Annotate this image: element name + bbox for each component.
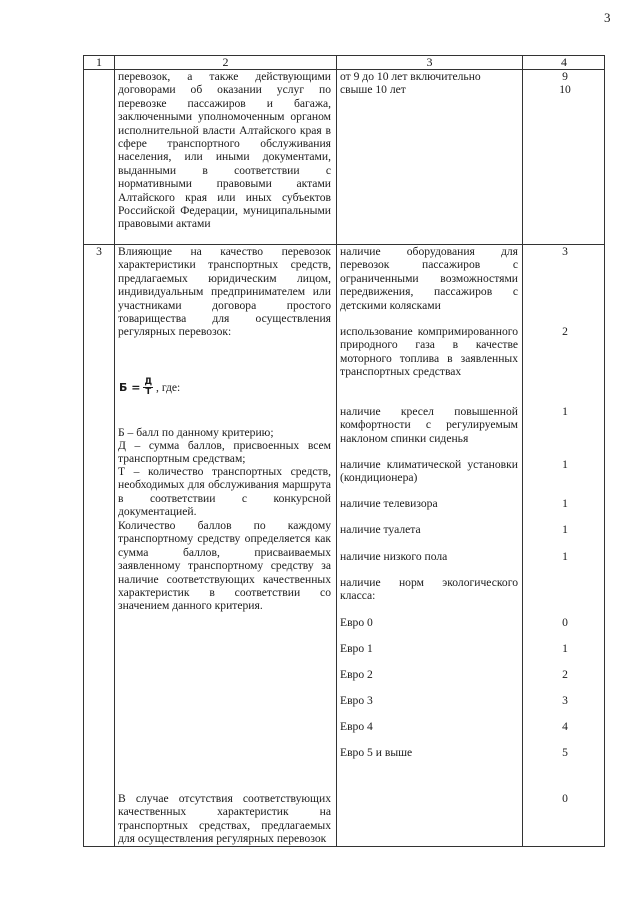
criterion-euro-2: Евро 2 bbox=[340, 668, 373, 681]
criterion-air-conditioning: наличие климатической установки (кондиционера) bbox=[340, 458, 518, 485]
header-col-1: 1 bbox=[96, 55, 102, 69]
formula-legend-d: Д – сумма баллов, присвоенных всем транспортным средствам; bbox=[118, 439, 331, 466]
description-intro: Влияющие на качество перевозок характеристики транспортных средств, предлагаемых юридическим лицом, индивидуальным предпринимателем или участниками договора простого товарищества для осуществления регулярных перевозок: bbox=[118, 245, 331, 339]
formula-legend-t: Т – количество транспортных средств, необходимых для обслуживания маршрута в соответствии с конкурсной документацией. bbox=[118, 465, 331, 519]
header-col-3: 3 bbox=[426, 55, 433, 69]
criterion-euro-0: Евро 0 bbox=[340, 616, 373, 629]
points-comfort-seats: 1 bbox=[562, 405, 568, 418]
row-number: 3 bbox=[96, 245, 102, 258]
formula-suffix: , где: bbox=[156, 381, 181, 394]
column-divider bbox=[336, 56, 337, 846]
criteria-table bbox=[83, 55, 605, 847]
criterion-tv: наличие телевизора bbox=[340, 497, 438, 510]
formula-lhs: Б = bbox=[119, 381, 141, 394]
points-accessibility: 3 bbox=[562, 245, 568, 258]
points-age-9-10: 9 bbox=[562, 70, 568, 83]
points-toilet: 1 bbox=[562, 523, 568, 536]
points-euro-3: 3 bbox=[562, 694, 568, 707]
page-number: 3 bbox=[604, 10, 611, 25]
criterion-euro-1: Евро 1 bbox=[340, 642, 373, 655]
points-air-conditioning: 1 bbox=[562, 458, 568, 471]
criterion-age-over-10: свыше 10 лет bbox=[340, 83, 406, 96]
points-low-floor: 1 bbox=[562, 550, 568, 563]
column-divider bbox=[522, 56, 523, 846]
points-euro-0: 0 bbox=[562, 616, 568, 629]
score-formula bbox=[119, 378, 180, 397]
criterion-euro-5-plus: Евро 5 и выше bbox=[340, 746, 413, 759]
criterion-euro-4: Евро 4 bbox=[340, 720, 373, 733]
criterion-toilet: наличие туалета bbox=[340, 523, 421, 536]
criterion-low-floor: наличие низкого пола bbox=[340, 550, 448, 563]
continued-description: перевозок, а также действующими договорами об оказании услуг по перевозке пассажиров и багажа, заключенными уполномоченным органом исполнительной власти Алтайского края в сфере транспортного обслуживания населения, или иными документами, выданными в соответствии с нормативными правовыми актами Алтайского края или иных субъектов Российской Федерации, муниципальными правовыми актами bbox=[118, 70, 331, 231]
criterion-euro-3: Евро 3 bbox=[340, 694, 373, 707]
header-col-2: 2 bbox=[222, 55, 229, 69]
description-note: Количество баллов по каждому транспортному средству определяется как сумма баллов, присваиваемых заявленному транспортному средству за наличие соответствующих качественных характеристик в соответствии со значением данного критерия. bbox=[118, 519, 331, 613]
formula-denominator: Т bbox=[145, 387, 152, 397]
formula-fraction bbox=[143, 378, 153, 397]
header-col-4: 4 bbox=[561, 55, 567, 69]
points-tv: 1 bbox=[562, 497, 568, 510]
points-euro-1: 1 bbox=[562, 642, 568, 655]
criterion-cng-fuel: использование компримированного природного газа в качестве моторного топлива в заявленных транспортных средствах bbox=[340, 325, 518, 379]
points-cng-fuel: 2 bbox=[562, 325, 568, 338]
criterion-comfort-seats: наличие кресел повышенной комфортности с регулируемым наклоном спинки сиденья bbox=[340, 405, 518, 445]
points-euro-2: 2 bbox=[562, 668, 568, 681]
column-divider bbox=[114, 56, 115, 846]
points-age-over-10: 10 bbox=[559, 83, 571, 96]
absence-points: 0 bbox=[562, 792, 568, 805]
absence-note: В случае отсутствия соответствующих качественных характеристик на транспортных средствах, предлагаемых для осуществления регулярных перевозок bbox=[118, 792, 331, 846]
criterion-age-9-10: от 9 до 10 лет включительно bbox=[340, 70, 481, 83]
formula-numerator: Д bbox=[144, 377, 153, 387]
criterion-accessibility: наличие оборудования для перевозок пассажиров с ограниченными возможностями передвижения, пассажиров с детскими колясками bbox=[340, 245, 518, 312]
criterion-eco-class: наличие норм экологического класса: bbox=[340, 576, 518, 603]
formula-legend-b: Б – балл по данному критерию; bbox=[118, 426, 274, 439]
points-euro-5-plus: 5 bbox=[562, 746, 568, 759]
points-euro-4: 4 bbox=[562, 720, 568, 733]
